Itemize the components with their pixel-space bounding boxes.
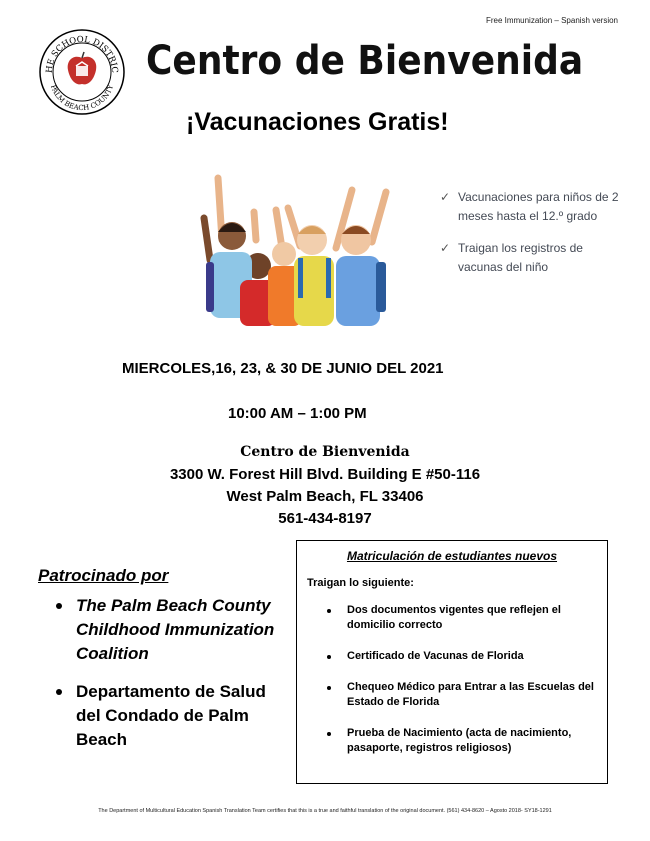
children-cheering-photo — [196, 170, 402, 328]
school-district-logo — [38, 28, 126, 116]
enrollment-item: Prueba de Nacimiento (acta de nacimiento, pasaporte, registros religiosos) — [347, 726, 597, 756]
sponsor-heading: Patrocinado por — [38, 566, 169, 585]
location-name: Centro de Bienvenida — [240, 444, 410, 460]
sponsor-item: The Palm Beach County Childhood Immunization Coalition — [76, 594, 288, 666]
info-bullet — [440, 188, 630, 225]
info-bullets — [440, 188, 630, 290]
location-phone: 561-434-8197 — [278, 510, 372, 527]
info-bullet-text: Vacunaciones para niños de 2 meses hasta el 12.º grado — [458, 190, 619, 223]
page-title: Centro de Bienvenida — [146, 38, 584, 84]
sponsor-item: Departamento de Salud del Condado de Palm Beach — [76, 680, 288, 752]
info-bullet — [440, 239, 630, 276]
location-block — [0, 444, 650, 530]
sponsor-list — [38, 594, 288, 752]
footer-certification: The Department of Multicultural Education Spanish Translation Team certifies that this is a true and faithful translation of the original document. (561) 434-8620 – Agosto 2018- SY18-1291 — [98, 808, 552, 814]
enrollment-item: Chequeo Médico para Entrar a las Escuelas del Estado de Florida — [347, 680, 597, 710]
page-subtitle: ¡Vacunaciones Gratis! — [186, 108, 449, 136]
enrollment-list — [297, 603, 607, 756]
top-note: Free Immunization – Spanish version — [485, 16, 618, 25]
event-time: 10:00 AM – 1:00 PM — [228, 405, 367, 422]
logo-ring-top: HE SCHOOL DISTRIC — [44, 34, 120, 74]
sponsor-section — [38, 566, 288, 766]
logo-ring-bottom: PALM BEACH COUNTY — [48, 83, 116, 113]
enrollment-item: Certificado de Vacunas de Florida — [347, 649, 597, 664]
info-bullet-text: Traigan los registros de vacunas del niño — [458, 241, 583, 274]
event-dates: MIERCOLES,16, 23, & 30 DE JUNIO DEL 2021 — [122, 360, 444, 377]
enrollment-heading: Matriculación de estudiantes nuevos — [346, 549, 558, 563]
location-address-line2: West Palm Beach, FL 33406 — [226, 488, 424, 505]
check-icon: ✓ — [440, 190, 451, 204]
enrollment-box — [296, 540, 608, 784]
location-address-line1: 3300 W. Forest Hill Blvd. Building E #50-116 — [169, 466, 481, 483]
check-icon: ✓ — [440, 241, 451, 256]
enrollment-item: Dos documentos vigentes que reflejen el domicilio correcto — [347, 603, 597, 633]
enrollment-intro: Traigan lo siguiente: — [307, 577, 414, 589]
